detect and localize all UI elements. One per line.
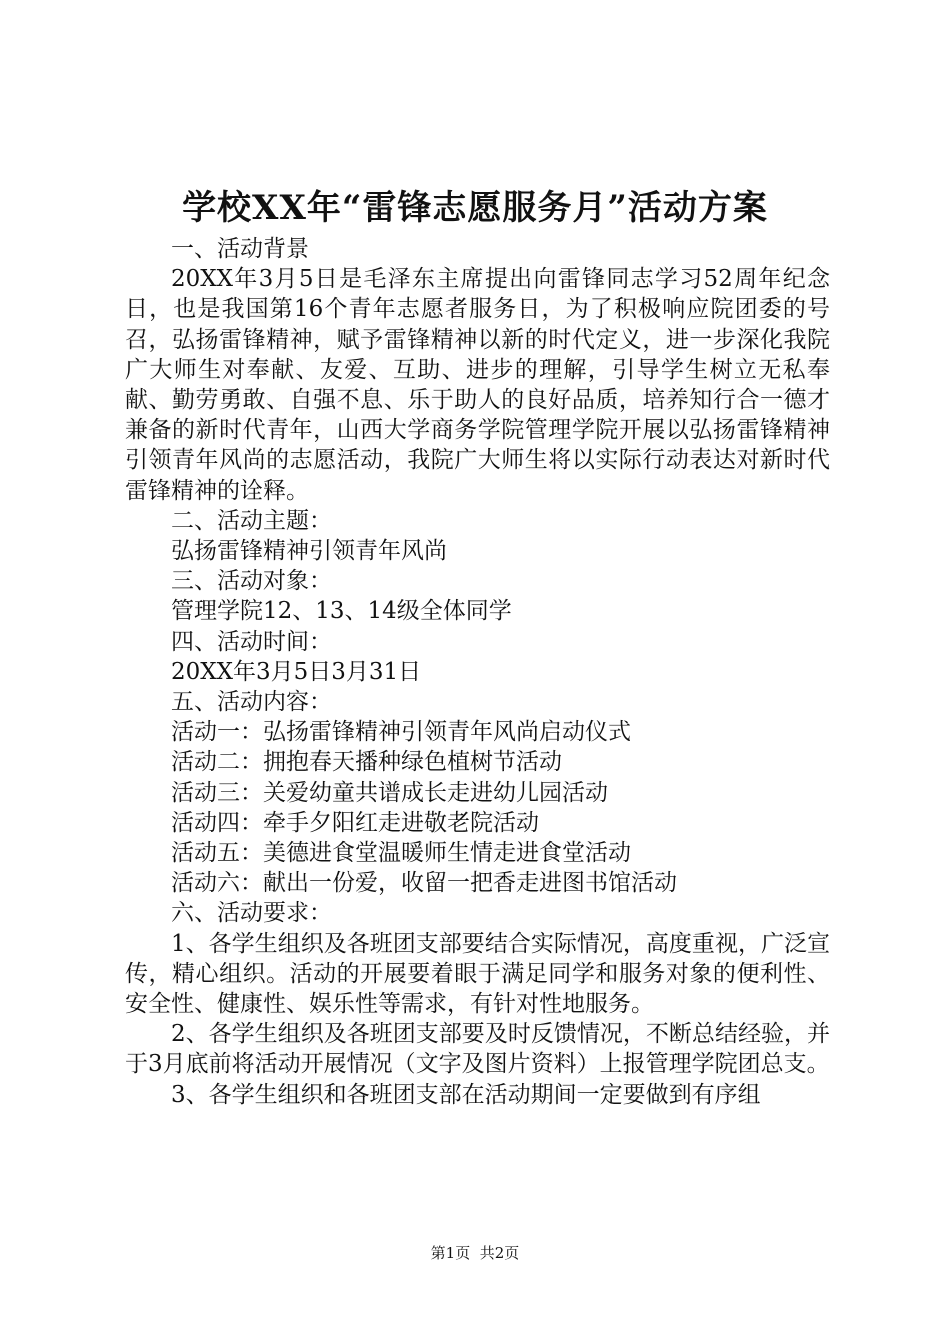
paragraph-time-text: 20XX年3月5日3月31日 [171,658,422,685]
paragraph-heading-time: 四、活动时间： [171,628,332,655]
page-number-current: 第1页 [430,1244,471,1262]
paragraph-heading-target: 三、活动对象： [171,568,332,595]
paragraph-activity-4: 活动四：牵手夕阳红走进敬老院活动 [171,809,539,836]
paragraph-requirement-1: 1、各学生组织及各班团支部要结合实际情况，高度重视，广泛宣传，精心组织。活动的开展要着眼于满足同学和服务对象的便利性、安全性、健康性、娱乐性等需求，有针对性地服务。 [125,930,830,1018]
page-footer [0,1241,950,1265]
document-body [125,234,830,1110]
paragraph-target-text: 管理学院12、13、14级全体同学 [171,598,512,625]
document-title: 学校XX年“雷锋志愿服务月”活动方案 [182,188,768,228]
paragraph-requirement-2: 2、各学生组织及各班团支部要及时反馈情况，不断总结经验，并于3月底前将活动开展情况（文字及图片资料）上报管理学院团总支。 [125,1021,830,1078]
paragraph-background-text: 20XX年3月5日是毛泽东主席提出向雷锋同志学习52周年纪念日，也是我国第16个青年志愿者服务日，为了积极响应院团委的号召，弘扬雷锋精神，赋予雷锋精神以新的时代定义，进一步深化我院广大师生对奉献、友爱、互助、进步的理解，引导学生树立无私奉献、勤劳勇敢、自强不息、乐于助人的良好品质，培养知行合一德才兼备的新时代青年，山西大学商务学院管理学院开展以弘扬雷锋精神引领青年风尚的志愿活动，我院广大师生将以实际行动表达对新时代雷锋精神的诠释。 [125,266,830,504]
paragraph-heading-background: 一、活动背景 [171,236,309,262]
paragraph-heading-requirements: 六、活动要求： [171,900,332,927]
paragraph-activity-5: 活动五：美德进食堂温暖师生情走进食堂活动 [171,840,631,867]
paragraph-heading-theme: 二、活动主题： [171,507,332,534]
paragraph-theme-text: 弘扬雷锋精神引领青年风尚 [171,538,447,565]
paragraph-activity-1: 活动一：弘扬雷锋精神引领青年风尚启动仪式 [171,719,631,746]
paragraph-activity-3: 活动三：关爱幼童共谱成长走进幼儿园活动 [171,779,608,806]
page-number-total: 共2页 [479,1244,520,1262]
paragraph-requirement-3: 3、各学生组织和各班团支部在活动期间一定要做到有序组 [171,1081,761,1108]
paragraph-activity-6: 活动六：献出一份爱，收留一把香走进图书馆活动 [171,870,677,897]
paragraph-activity-2: 活动二：拥抱春天播种绿色植树节活动 [171,749,562,776]
paragraph-heading-content: 五、活动内容： [171,689,332,716]
